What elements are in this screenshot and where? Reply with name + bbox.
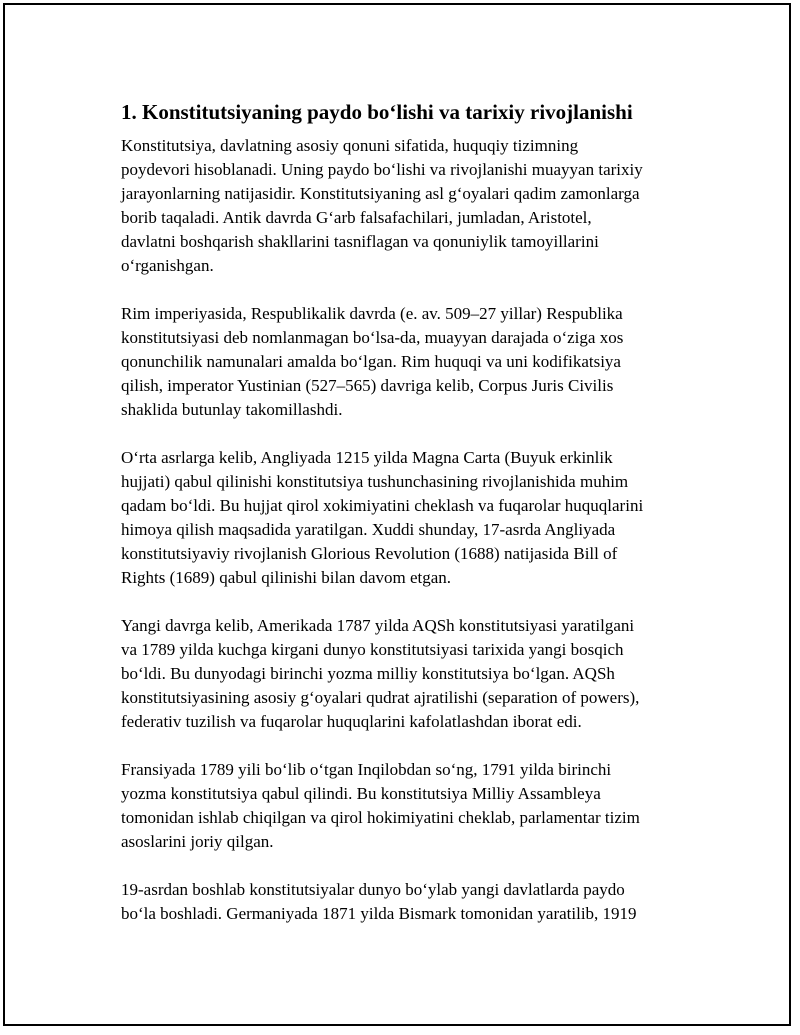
paragraph-line: Fransiyada 1789 yili bo‘lib o‘tgan Inqilobdan so‘ng, 1791 yilda birinchi <box>121 760 612 779</box>
paragraph-line: o‘rganishgan. <box>121 256 214 275</box>
paragraph-line: shaklida butunlay takomillashdi. <box>121 400 343 419</box>
paragraph-line: bo‘la boshladi. Germaniyada 1871 yilda Bismark tomonidan yaratilib, 1919 <box>121 904 637 923</box>
paragraph-line: qadam bo‘ldi. Bu hujjat qirol xokimiyatini cheklash va fuqarolar huquqlarini <box>121 496 644 515</box>
paragraph <box>121 302 711 422</box>
paragraph-line: Konstitutsiya, davlatning asosiy qonuni sifatida, huquqiy tizimning <box>121 136 579 155</box>
paragraph <box>121 134 711 278</box>
paragraph-line: qilish, imperator Yustinian (527–565) davriga kelib, Corpus Juris Civilis <box>121 376 614 395</box>
paragraph-line: Rim imperiyasida, Respublikalik davrda (e. av. 509–27 yillar) Respublika <box>121 304 623 323</box>
document-body <box>121 98 711 950</box>
paragraph-line: konstitutsiyasining asosiy g‘oyalari qudrat ajratilishi (separation of powers), <box>121 688 640 707</box>
paragraph-line: O‘rta asrlarga kelib, Angliyada 1215 yilda Magna Carta (Buyuk erkinlik <box>121 448 613 467</box>
paragraph-line: asoslarini joriy qilgan. <box>121 832 274 851</box>
paragraph-line: poydevori hisoblanadi. Uning paydo bo‘lishi va rivojlanishi muayyan tarixiy <box>121 160 643 179</box>
paragraph-line: va 1789 yilda kuchga kirgani dunyo konstitutsiyasi tarixida yangi bosqich <box>121 640 624 659</box>
paragraph <box>121 758 711 854</box>
paragraph-line: yozma konstitutsiya qabul qilindi. Bu konstitutsiya Milliy Assambleya <box>121 784 601 803</box>
paragraph-line: konstitutsiyaviy rivojlanish Glorious Revolution (1688) natijasida Bill of <box>121 544 618 563</box>
section-heading: 1. Konstitutsiyaning paydo bo‘lishi va tarixiy rivojlanishi <box>121 100 633 124</box>
paragraph <box>121 614 711 734</box>
page-frame <box>3 3 791 1026</box>
paragraph-line: jarayonlarning natijasidir. Konstitutsiyaning asl g‘oyalari qadim zamonlarga <box>121 184 640 203</box>
paragraph-line: tomonidan ishlab chiqilgan va qirol hokimiyatini cheklab, parlamentar tizim <box>121 808 640 827</box>
paragraph <box>121 446 711 590</box>
paragraph-line: konstitutsiyasi deb nomlanmagan bo‘lsa-da, muayyan darajada o‘ziga xos <box>121 328 624 347</box>
paragraph-line: davlatni boshqarish shakllarini tasniflagan va qonuniylik tamoyillarini <box>121 232 599 251</box>
paragraph-line: 19-asrdan boshlab konstitutsiyalar dunyo bo‘ylab yangi davlatlarda paydo <box>121 880 625 899</box>
paragraph-line: himoya qilish maqsadida yaratilgan. Xuddi shunday, 17-asrda Angliyada <box>121 520 616 539</box>
paragraph-line: qonunchilik namunalari amalda bo‘lgan. Rim huquqi va uni kodifikatsiya <box>121 352 621 371</box>
paragraph <box>121 878 711 926</box>
paragraph-line: Yangi davrga kelib, Amerikada 1787 yilda AQSh konstitutsiyasi yaratilgani <box>121 616 635 635</box>
paragraph-line: Rights (1689) qabul qilinishi bilan davom etgan. <box>121 568 452 587</box>
paragraph-line: federativ tuzilish va fuqarolar huquqlarini kafolatlashdan iborat edi. <box>121 712 582 731</box>
paragraphs-container <box>121 134 711 926</box>
paragraph-line: bo‘ldi. Bu dunyodagi birinchi yozma milliy konstitutsiya bo‘lgan. AQSh <box>121 664 615 683</box>
paragraph-line: hujjati) qabul qilinishi konstitutsiya tushunchasining rivojlanishida muhim <box>121 472 629 491</box>
paragraph-line: borib taqaladi. Antik davrda G‘arb falsafachilari, jumladan, Aristotel, <box>121 208 592 227</box>
